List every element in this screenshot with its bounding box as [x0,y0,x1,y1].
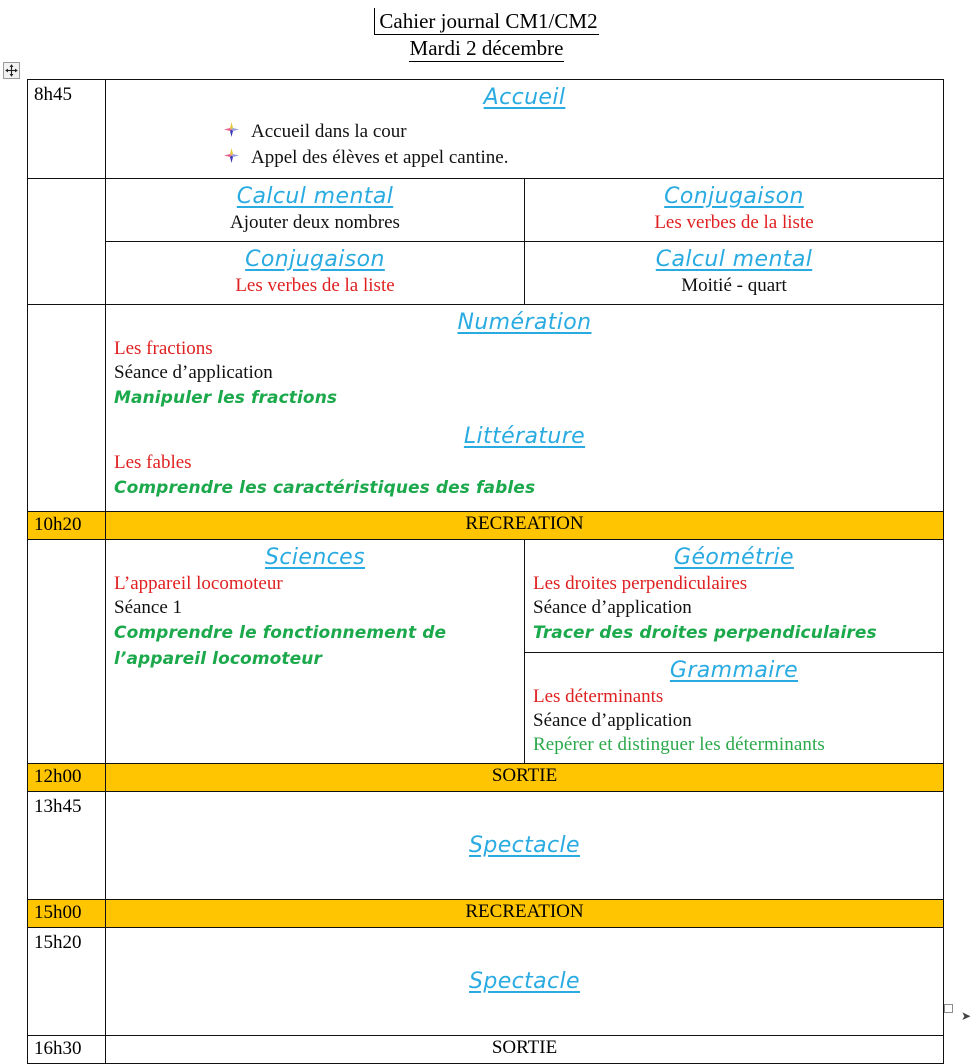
banner-recreation-morning: RECREATION [106,512,944,540]
grammaire-cell [525,653,943,764]
time-cell-afternoon1: 13h45 [28,792,106,900]
accueil-cell [106,80,944,179]
table-row [28,792,944,900]
accueil-bullet-text: Accueil dans la cour [251,121,407,142]
table-row [28,764,944,792]
table-row [28,512,944,540]
time-cell-recreation-morning: 10h20 [28,512,106,540]
table-row [28,900,944,928]
goal-sciences: Comprendre le fonctionnement de l’appareil locomoteur [114,623,447,669]
goal-litterature: Comprendre les caractéristiques des fables [114,478,536,498]
seance-geometrie: Séance d’application [533,597,692,618]
table-row [28,1036,944,1064]
time-cell-sortie-midi: 12h00 [28,764,106,792]
sciences-cell [106,540,525,764]
detail-conjugaison: Les verbes de la liste [235,275,395,296]
afternoon2-cell [106,928,944,1036]
ritual-cell-right-1 [525,179,944,242]
table-row [28,242,944,305]
subject-sciences: Sciences [265,545,365,570]
subject-conjugaison: Conjugaison [664,184,804,209]
subject-geometrie: Géométrie [674,545,794,570]
objective-numeration: Les fractions [114,338,213,359]
subject-accueil: Accueil [483,85,566,110]
resize-handle-icon[interactable] [944,1004,953,1013]
time-cell-accueil: 8h45 [28,80,106,179]
subject-spectacle: Spectacle [468,832,580,858]
goal-numeration: Manipuler les fractions [114,388,338,408]
list-item [224,120,935,144]
time-cell-rituals [28,179,106,305]
table-row [525,653,943,764]
afternoon1-cell [106,792,944,900]
subject-spectacle: Spectacle [468,968,580,994]
ritual-cell-right-2 [525,242,944,305]
objective-geometrie: Les droites perpendiculaires [533,573,748,594]
geometrie-grammaire-split [525,540,943,763]
page-title [0,8,973,62]
detail-calcul-mental: Ajouter deux nombres [230,212,400,233]
subject-calcul-mental: Calcul mental [236,184,394,209]
detail-conjugaison: Les verbes de la liste [654,212,814,233]
table-row [525,540,943,653]
four-point-star-icon [224,120,239,144]
table-row [28,80,944,179]
move-cross-icon[interactable] [3,62,20,79]
table-row [28,179,944,242]
ritual-cell-left-1 [106,179,525,242]
time-cell-recreation-afternoon: 15h00 [28,900,106,928]
list-item [224,146,935,170]
morning-block-cell [106,305,944,512]
subject-litterature: Littérature [463,424,586,449]
banner-sortie-midi: SORTIE [106,764,944,792]
four-point-star-icon [224,146,239,170]
detail-calcul-mental: Moitié - quart [681,275,787,296]
subject-grammaire: Grammaire [669,658,799,683]
seance-numeration: Séance d’application [114,362,273,383]
time-cell-late-morning [28,540,106,764]
goal-geometrie: Tracer des droites perpendiculaires [533,623,877,643]
objective-litterature: Les fables [114,452,192,473]
title-line-1: Cahier journal CM1/CM2 [374,8,598,35]
cahier-journal-table [27,79,944,1064]
table-row [28,540,944,764]
cursor-marker-icon: ➤ [961,1009,972,1023]
time-cell-morning-block [28,305,106,512]
geometrie-cell [525,540,943,653]
banner-recreation-afternoon: RECREATION [106,900,944,928]
objective-grammaire: Les déterminants [533,686,664,707]
table-row [28,928,944,1036]
geometrie-grammaire-cell [525,540,944,764]
seance-sciences: Séance 1 [114,597,183,618]
time-cell-sortie-soir: 16h30 [28,1036,106,1064]
subject-calcul-mental: Calcul mental [655,247,813,272]
accueil-bullet-text: Appel des élèves et appel cantine. [251,147,509,168]
subject-numeration: Numération [457,310,592,335]
goal-grammaire: Repérer et distinguer les déterminants [533,734,825,755]
seance-grammaire: Séance d’application [533,710,692,731]
banner-sortie-soir: SORTIE [106,1036,944,1064]
time-cell-afternoon2: 15h20 [28,928,106,1036]
objective-sciences: L’appareil locomoteur [114,573,283,594]
title-line-2: Mardi 2 décembre [409,36,564,60]
subject-conjugaison: Conjugaison [245,247,385,272]
table-row [28,305,944,512]
accueil-bullet-list [114,120,935,170]
ritual-cell-left-2 [106,242,525,305]
